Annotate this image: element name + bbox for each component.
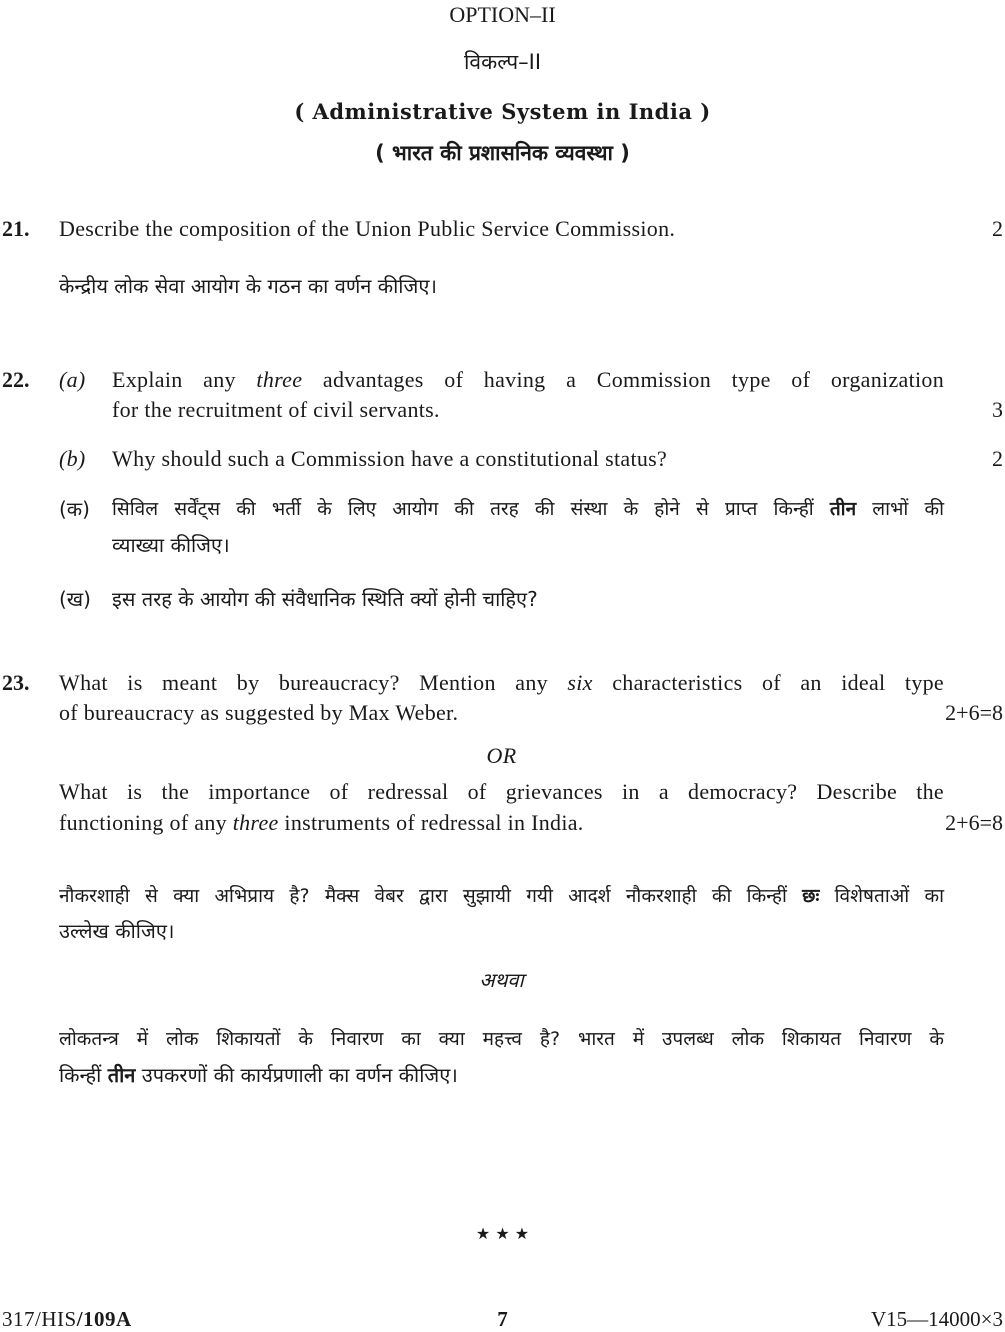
question-22b-text: Why should such a Commission have a constitutional status? xyxy=(112,446,668,471)
question-23-alt-line2: functioning of any three instruments of redressal in India. xyxy=(59,810,584,835)
question-22ka-line2: व्याख्या कीजिए। xyxy=(112,533,230,557)
question-number-21: 21. xyxy=(2,216,30,241)
question-23-marks: 2+6=8 xyxy=(945,700,1003,725)
end-stars: ★ ★ ★ xyxy=(475,1224,530,1243)
question-22a-label: (a) xyxy=(59,367,86,392)
or-separator: OR xyxy=(486,743,517,768)
question-22b-label: (b) xyxy=(59,446,86,471)
question-22ka-line1: सिविल सर्वेंट्स की भर्ती के लिए आयोग की तरह की संस्था के होने से प्राप्त किन्हीं तीन लाभों की xyxy=(112,498,944,520)
question-23-hindi-line2: उल्लेख कीजिए। xyxy=(59,919,175,943)
question-21-text: Describe the composition of the Union Public Service Commission. xyxy=(59,216,676,241)
question-number-22: 22. xyxy=(2,367,30,392)
question-23-hindi-alt-line1: लोकतन्त्र में लोक शिकायतों के निवारण का क्या महत्त्व है? भारत में उपलब्ध लोक शिकायत निवारण के xyxy=(59,1028,944,1050)
question-22kha-label: (ख) xyxy=(59,587,91,611)
footer-print-code: V15—14000×3 xyxy=(870,1307,1003,1331)
question-22ka-label: (क) xyxy=(59,497,90,521)
question-22a-marks: 3 xyxy=(992,397,1003,422)
section-title: ( Administrative System in India ) xyxy=(294,99,711,124)
option-heading-hindi: विकल्प–II xyxy=(463,50,542,74)
question-23-line2: of bureaucracy as suggested by Max Weber. xyxy=(59,700,459,725)
question-22a-line1: Explain any three advantages of having a Commission type of organization xyxy=(112,367,944,392)
question-21-text-hindi: केन्द्रीय लोक सेवा आयोग के गठन का वर्णन कीजिए। xyxy=(59,274,437,298)
page-number: 7 xyxy=(497,1307,508,1331)
section-title-hindi: ( भारत की प्रशासनिक व्यवस्था ) xyxy=(375,141,630,165)
or-separator-hindi: अथवा xyxy=(479,968,524,992)
option-heading: OPTION–II xyxy=(449,2,556,27)
question-22a-line2: for the recruitment of civil servants. xyxy=(112,397,440,422)
question-23-alt-marks: 2+6=8 xyxy=(945,810,1003,835)
question-23-line1: What is meant by bureaucracy? Mention any six characteristics of an ideal type xyxy=(59,670,944,695)
question-23-alt-line1: What is the importance of redressal of grievances in a democracy? Describe the xyxy=(59,779,944,804)
question-22b-marks: 2 xyxy=(992,446,1003,471)
question-23-hindi-alt-line2: किन्हीं तीन उपकरणों की कार्यप्रणाली का वर्णन कीजिए। xyxy=(59,1063,458,1087)
question-22kha-text: इस तरह के आयोग की संवैधानिक स्थिति क्यों होनी चाहिए? xyxy=(112,587,538,611)
question-number-23: 23. xyxy=(2,670,30,695)
question-21-marks: 2 xyxy=(992,216,1003,241)
footer-paper-code: 317/HIS/109A xyxy=(2,1307,132,1331)
question-23-hindi-line1: नौकरशाही से क्या अभिप्राय है? मैक्स वेबर द्वारा सुझायी गयी आदर्श नौकरशाही की किन्हीं छः विशेषताओं का xyxy=(59,885,944,907)
